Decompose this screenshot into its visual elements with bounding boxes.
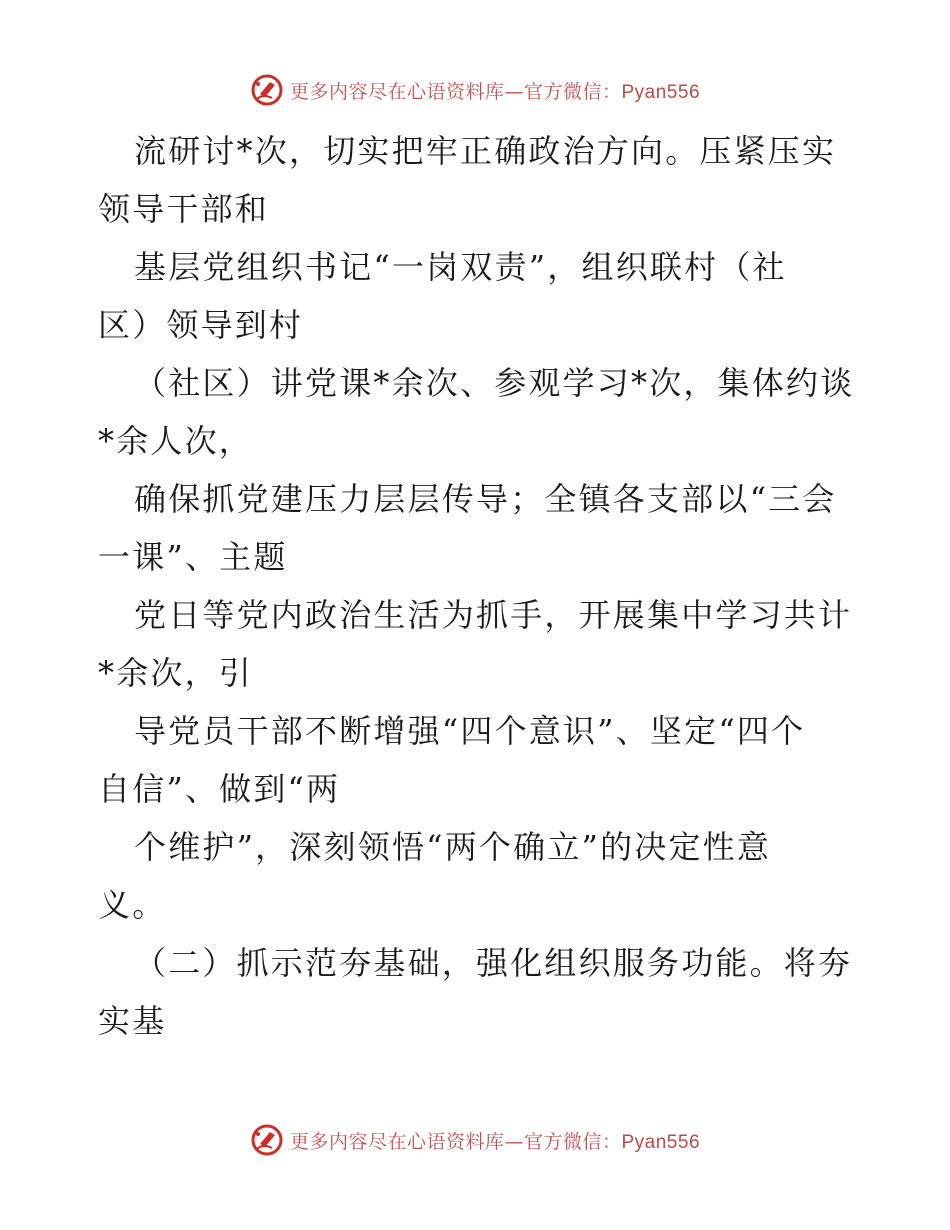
header-banner-text: 更多内容尽在心语资料库—官方微信：Pyan556 bbox=[289, 80, 701, 103]
document-body bbox=[98, 122, 858, 1050]
text-line: （社区）讲党课*余次、参观学习*次，集体约谈 bbox=[134, 364, 855, 402]
text-line: 实基 bbox=[98, 1002, 167, 1040]
text-line: 基层党组织书记“一岗双责”，组织联村（社 bbox=[134, 248, 787, 286]
header-banner bbox=[0, 70, 950, 110]
text-line: *余次，引 bbox=[98, 654, 254, 692]
text-line: 区）领导到村 bbox=[98, 306, 304, 344]
text-line: 导党员干部不断增强“四个意识”、坚定“四个 bbox=[134, 712, 806, 750]
text-line: 一课”、主题 bbox=[98, 538, 288, 576]
text-line: 个维护”，深刻领悟“两个确立”的决定性意 bbox=[134, 828, 772, 866]
text-line: 自信”、做到“两 bbox=[98, 770, 341, 808]
text-line: 党日等党内政治生活为抓手，开展集中学习共计 bbox=[134, 596, 853, 634]
circle-logo-icon bbox=[250, 1123, 284, 1157]
text-line: （二）抓示范夯基础，强化组织服务功能。将夯 bbox=[134, 944, 853, 982]
circle-logo-icon bbox=[250, 73, 284, 107]
text-line: *余人次， bbox=[98, 422, 254, 460]
text-line: 领导干部和 bbox=[98, 190, 270, 228]
footer-banner bbox=[0, 1120, 950, 1160]
text-line: 确保抓党建压力层层传导；全镇各支部以“三会 bbox=[134, 480, 837, 518]
footer-banner-text: 更多内容尽在心语资料库—官方微信：Pyan556 bbox=[289, 1130, 701, 1153]
text-line: 义。 bbox=[98, 886, 167, 924]
text-line: 流研讨*次，切实把牢正确政治方向。压紧压实 bbox=[134, 132, 837, 170]
